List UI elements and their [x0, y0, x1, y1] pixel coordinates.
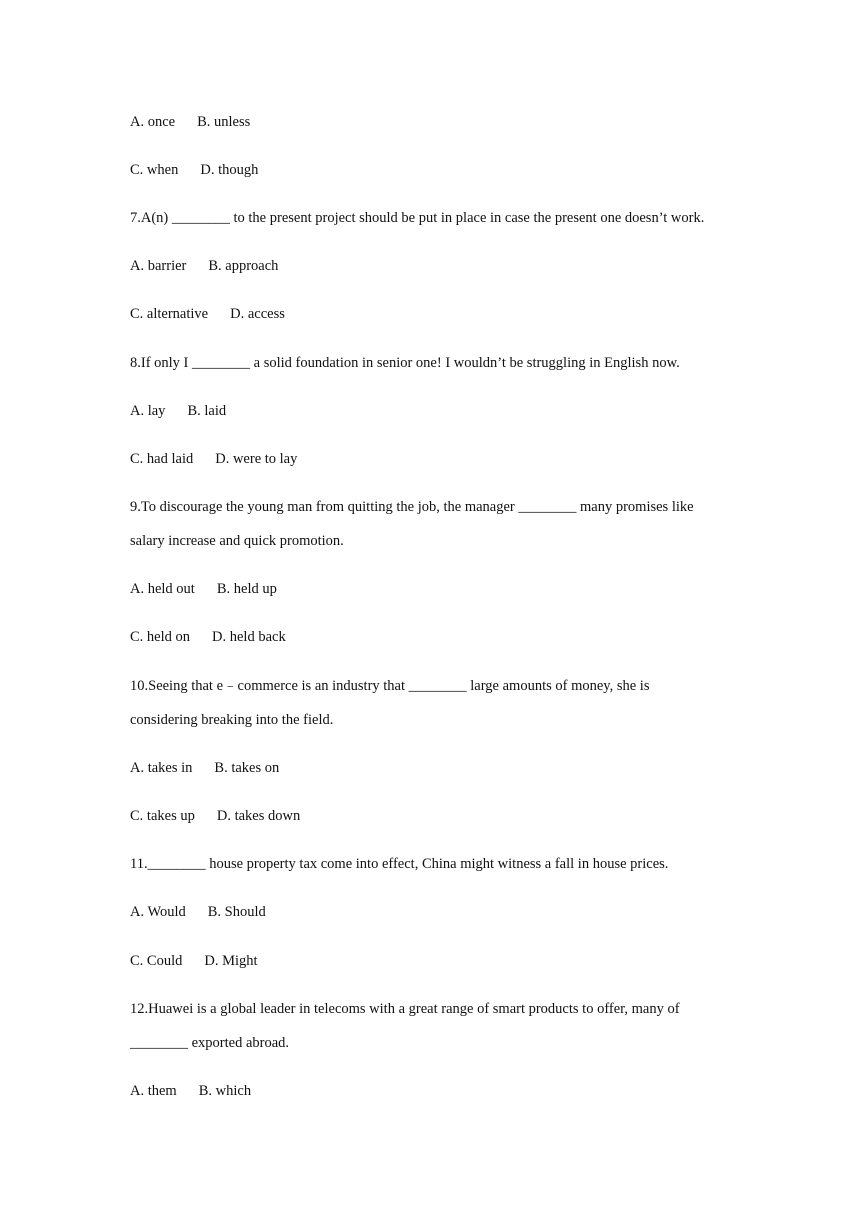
option-d: D. held back [212, 629, 286, 645]
option-b: B. laid [187, 403, 227, 419]
option-line [130, 402, 226, 420]
option-a: A. Would [130, 904, 186, 920]
option-c: C. when [130, 162, 179, 178]
option-line [130, 1082, 251, 1100]
option-c: C. Could [130, 953, 183, 969]
option-c: C. held on [130, 629, 191, 645]
option-a: A. once [130, 114, 176, 130]
option-c: C. takes up [130, 808, 195, 824]
question-12-text: 12.Huawei is a global leader in telecoms with a great range of smart products to offer, many of [130, 1001, 680, 1017]
question-12-text-continued: ________ exported abroad. [130, 1035, 290, 1051]
option-line [130, 759, 279, 777]
option-b: B. takes on [214, 760, 280, 776]
question-9-text-continued: salary increase and quick promotion. [130, 533, 344, 549]
question-10-text: 10.Seeing that e﹣commerce is an industry that ________ large amounts of money, she is [130, 678, 650, 694]
question-10-text-continued: considering breaking into the field. [130, 712, 334, 728]
question-8-text: 8.If only I ________ a solid foundation in senior one! I wouldn’t be struggling in English now. [130, 355, 680, 371]
option-line [130, 903, 266, 921]
option-line [130, 628, 286, 646]
question-9-text: 9.To discourage the young man from quitting the job, the manager ________ many promises like [130, 499, 694, 515]
option-line [130, 257, 278, 275]
option-b: B. approach [208, 258, 279, 274]
option-line [130, 113, 250, 131]
option-line [130, 450, 297, 468]
option-a: A. barrier [130, 258, 187, 274]
question-11-text: 11.________ house property tax come into effect, China might witness a fall in house prices. [130, 856, 669, 872]
option-a: A. lay [130, 403, 166, 419]
option-c: C. had laid [130, 451, 194, 467]
option-line [130, 580, 277, 598]
option-a: A. them [130, 1083, 177, 1099]
option-a: A. held out [130, 581, 195, 597]
option-line [130, 807, 300, 825]
option-a: A. takes in [130, 760, 193, 776]
option-b: B. unless [197, 114, 251, 130]
option-b: B. which [198, 1083, 252, 1099]
option-b: B. held up [216, 581, 277, 597]
option-d: D. though [200, 162, 259, 178]
option-line [130, 161, 258, 179]
option-line [130, 305, 285, 323]
option-b: B. Should [207, 904, 266, 920]
option-line [130, 952, 258, 970]
question-7-text: 7.A(n) ________ to the present project should be put in place in case the present one doesn’t work. [130, 210, 705, 226]
option-d: D. takes down [216, 808, 301, 824]
option-d: D. were to lay [215, 451, 298, 467]
option-d: D. access [230, 306, 285, 322]
option-c: C. alternative [130, 306, 209, 322]
option-d: D. Might [204, 953, 258, 969]
